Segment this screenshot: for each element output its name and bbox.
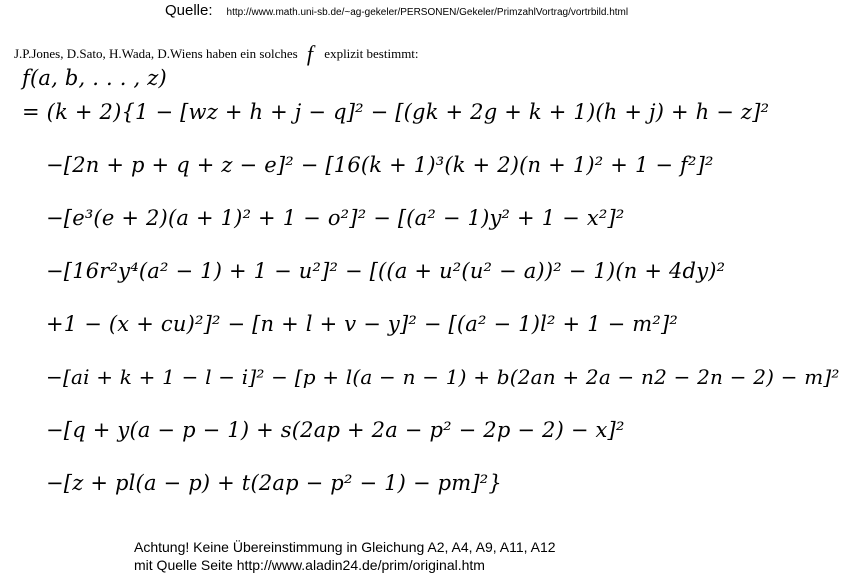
source-url[interactable]: http://www.math.uni-sb.de/~ag-gekeler/PERSONEN/Gekeler/PrimzahlVortrag/vortrbild.html [226,7,629,18]
formula-line-7: −[ai + k + 1 − l − i]² − [p + l(a − n − 1) + b(2an + 2a − n2 − 2n − 2) − m]² [46,365,840,389]
formula-line-8: −[q + y(a − p − 1) + s(2ap + 2a − p² − 2p − 2) − x]² [46,418,625,442]
formula-line-9: −[z + pl(a − p) + t(2ap − p² − 1) − pm]²} [46,471,502,495]
source-reference-note: mit Quelle Seite http://www.aladin24.de/prim/original.htm [134,557,485,573]
intro-text-after: explizit bestimmt: [324,46,419,61]
formula-line-3: −[2n + p + q + z − e]² − [16(k + 1)³(k + 2)(n + 1)² + 1 − f²]² [46,153,714,177]
function-symbol: f [306,41,314,66]
source-label: Quelle: [165,2,213,19]
warning-note: Achtung! Keine Übereinstimmung in Gleichung A2, A4, A9, A11, A12 [134,539,556,555]
formula-line-4: −[e³(e + 2)(a + 1)² + 1 − o²]² − [(a² − 1)y² + 1 − x²]² [46,206,625,230]
intro-sentence [14,38,419,64]
formula-line-6: +1 − (x + cu)²]² − [n + l + v − y]² − [(a² − 1)l² + 1 − m²]² [46,312,679,336]
formula-line-2: = (k + 2){1 − [wz + h + j − q]² − [(gk + 2g + k + 1)(h + j) + h − z]² [22,100,770,124]
source-header [165,2,628,20]
intro-text-before: J.P.Jones, D.Sato, H.Wada, D.Wiens haben ein solches [14,46,298,61]
formula-line-5: −[16r²y⁴(a² − 1) + 1 − u²]² − [((a + u²(u² − a))² − 1)(n + 4dy)² [46,259,726,283]
formula-line-1: f(a, b, . . . , z) [22,66,167,90]
